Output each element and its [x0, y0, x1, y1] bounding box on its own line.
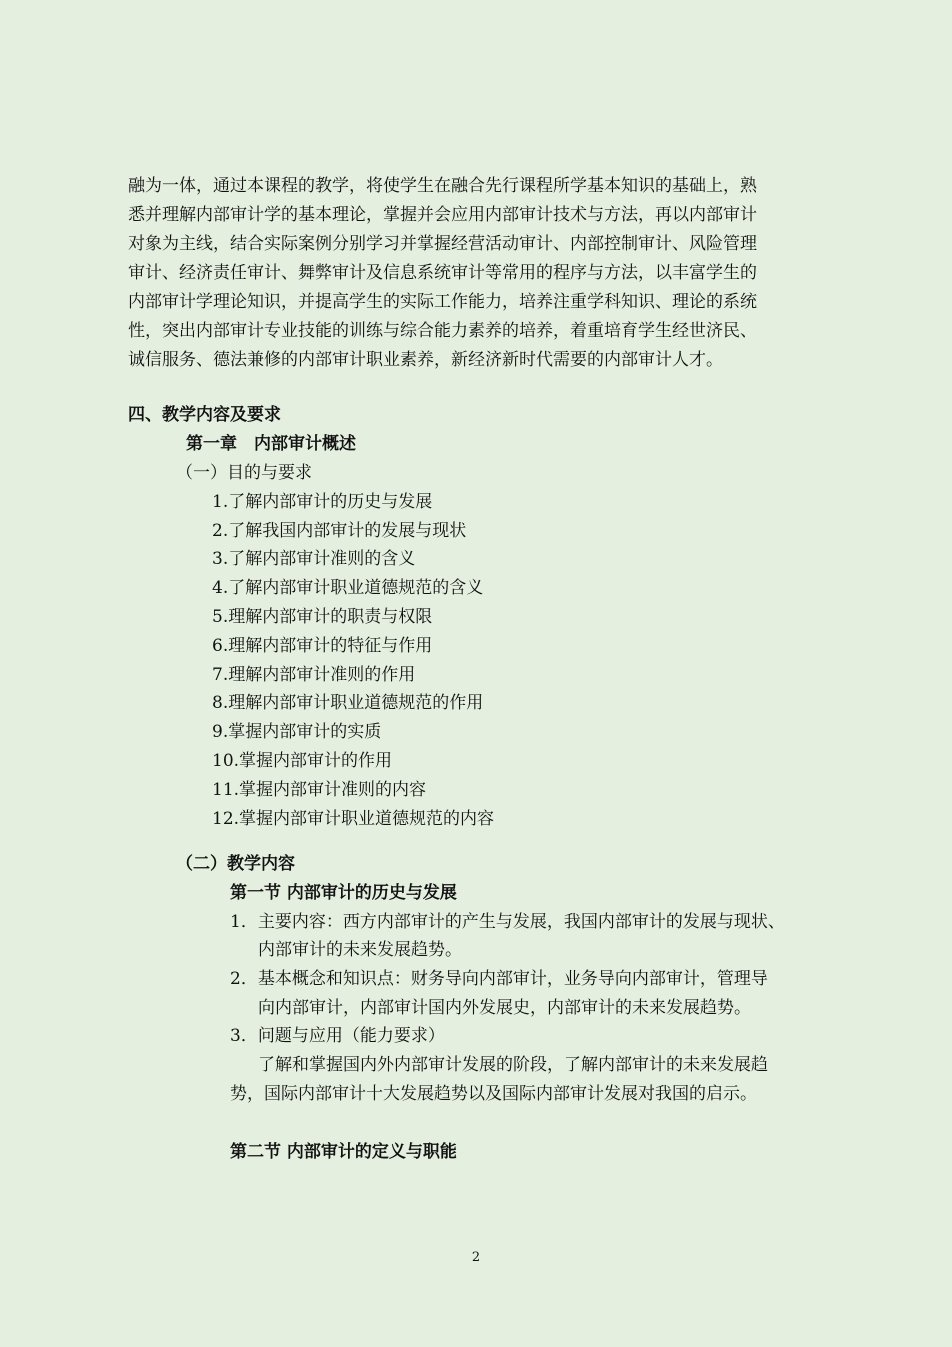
paragraph-line: 悉并理解内部审计学的基本理论，掌握并会应用内部审计技术与方法，再以内部审计 [128, 205, 757, 225]
section1-title: 第一节 内部审计的历史与发展 [230, 883, 457, 903]
objective-item: 6.理解内部审计的特征与作用 [212, 636, 433, 656]
objective-item: 12.掌握内部审计职业道德规范的内容 [212, 809, 495, 829]
objective-item: 3.了解内部审计准则的含义 [212, 549, 416, 569]
objective-item: 11.掌握内部审计准则的内容 [212, 780, 427, 800]
paragraph-line: 内部审计学理论知识，并提高学生的实际工作能力，培养注重学科知识、理论的系统 [128, 292, 757, 312]
objective-item: 10.掌握内部审计的作用 [212, 751, 393, 771]
content-heading: （二）教学内容 [176, 854, 295, 874]
section-heading: 四、教学内容及要求 [128, 405, 281, 425]
paragraph-line: 融为一体，通过本课程的教学，将使学生在融合先行课程所学基本知识的基础上，熟 [128, 176, 757, 196]
intro-paragraph [128, 172, 836, 375]
section1-item-1-cont: 内部审计的未来发展趋势。 [258, 940, 462, 960]
objective-item: 5.理解内部审计的职责与权限 [212, 607, 433, 627]
paragraph-line: 性，突出内部审计专业技能的训练与综合能力素养的培养，着重培育学生经世济民、 [128, 321, 757, 341]
page-number: 2 [471, 1250, 481, 1265]
paragraph-line: 审计、经济责任审计、舞弊审计及信息系统审计等常用的程序与方法，以丰富学生的 [128, 263, 757, 283]
objective-item: 2.了解我国内部审计的发展与现状 [212, 521, 467, 541]
paragraph-line: 对象为主线，结合实际案例分别学习并掌握经营活动审计、内部控制审计、风险管理 [128, 234, 757, 254]
section1-item-2: 2．基本概念和知识点：财务导向内部审计，业务导向内部审计，管理导 [230, 969, 768, 989]
objective-item: 4.了解内部审计职业道德规范的含义 [212, 578, 484, 598]
objective-item: 9.掌握内部审计的实质 [212, 722, 382, 742]
section1-item-3-body: 了解和掌握国内外内部审计发展的阶段，了解内部审计的未来发展趋 [258, 1055, 768, 1075]
section2-title: 第二节 内部审计的定义与职能 [230, 1142, 457, 1162]
section1-item-2-cont: 向内部审计，内部审计国内外发展史，内部审计的未来发展趋势。 [258, 998, 751, 1018]
objective-item: 1.了解内部审计的历史与发展 [212, 492, 433, 512]
paragraph-line: 诚信服务、德法兼修的内部审计职业素养，新经济新时代需要的内部审计人才。 [128, 350, 723, 370]
section1-item-3: 3．问题与应用（能力要求） [230, 1026, 445, 1046]
objective-item: 8.理解内部审计职业道德规范的作用 [212, 693, 484, 713]
chapter-title: 第一章 内部审计概述 [186, 434, 356, 454]
objectives-heading: （一）目的与要求 [176, 463, 312, 483]
objective-item: 7.理解内部审计准则的作用 [212, 665, 416, 685]
section1-item-1: 1．主要内容：西方内部审计的产生与发展，我国内部审计的发展与现状、 [230, 912, 785, 932]
section1-item-3-body-cont: 势，国际内部审计十大发展趋势以及国际内部审计发展对我国的启示。 [230, 1084, 757, 1104]
